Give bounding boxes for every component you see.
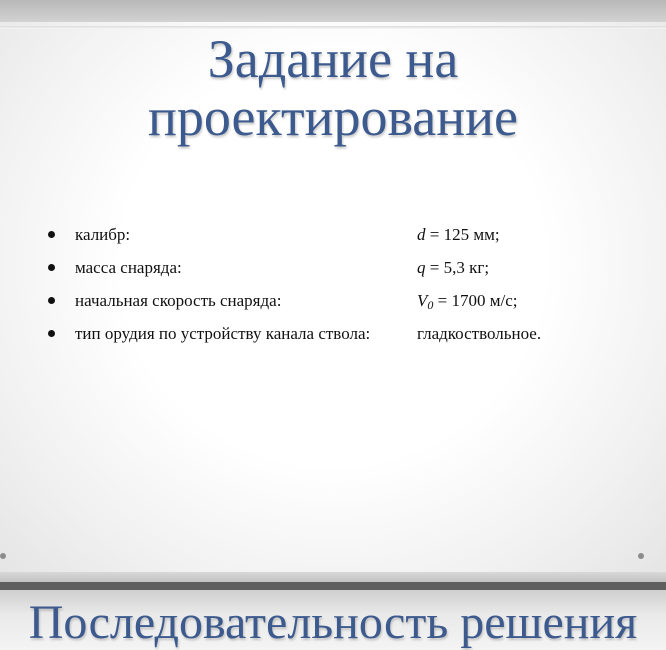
item-label: тип орудия по устройству канала ствола:: [75, 324, 371, 343]
item-variable-subscript: 0: [427, 298, 434, 312]
next-slide-title: Последовательность решения: [28, 596, 638, 649]
slide-title: [0, 30, 666, 146]
slide-top-bar: [0, 0, 666, 22]
item-value: [417, 323, 541, 344]
item-label: масса снаряда:: [75, 258, 182, 277]
item-value-text: = 1700 м/с;: [433, 291, 518, 310]
list-item: [44, 290, 644, 323]
bullet-icon: [48, 231, 55, 238]
item-label: калибр:: [75, 225, 131, 244]
item-value: [417, 290, 517, 316]
slide-bottom-bar: [0, 572, 666, 582]
item-label: начальная скорость снаряда:: [75, 291, 282, 310]
item-value-text: = 125 мм;: [425, 225, 500, 244]
bullet-icon: [48, 297, 55, 304]
bullet-icon: [48, 330, 55, 337]
spec-list: [44, 224, 644, 356]
right-dot-icon: [638, 553, 644, 559]
bullet-icon: [48, 264, 55, 271]
list-item: [44, 224, 644, 257]
list-item: [44, 323, 644, 356]
item-variable: q: [417, 258, 426, 277]
item-value: [417, 224, 500, 245]
item-variable: d: [417, 225, 426, 244]
list-item: [44, 257, 644, 290]
item-value-text: гладкоствольное.: [417, 324, 542, 343]
item-value: [417, 257, 489, 278]
item-variable: V: [417, 291, 428, 310]
next-slide: [0, 590, 666, 650]
slide-title-line-1: Задание на: [207, 29, 459, 89]
item-value-text: = 5,3 кг;: [425, 258, 490, 277]
slide-title-line-2: проектирование: [147, 87, 519, 147]
left-dot-icon: [0, 553, 6, 559]
